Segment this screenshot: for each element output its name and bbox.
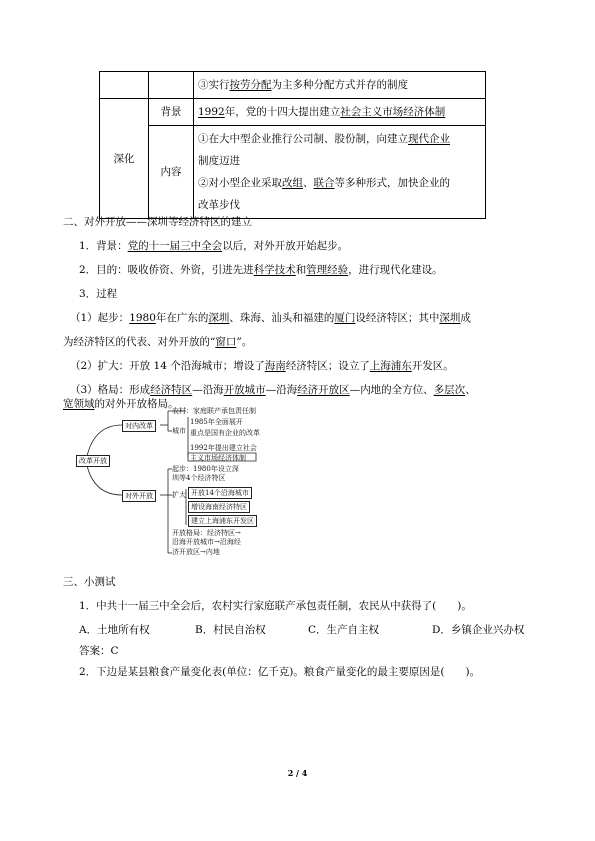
- mind-map-root: 改革开放: [76, 455, 110, 467]
- table-row: [100, 126, 486, 219]
- section-heading: 三、小测试: [63, 576, 116, 588]
- table-row: [100, 99, 486, 126]
- mind-map-item: 建立上海浦东开发区: [188, 515, 257, 527]
- mind-map-item: 济开放区→内地: [172, 548, 220, 556]
- paragraph: （3）格局：形成经济特区—沿海开放城市—沿海经济开放区—内地的全方位、多层次、: [70, 384, 476, 396]
- question: 1．中共十一届三中全会后，农村实行家庭联产承包责任制，农民从中获得了( )。: [79, 600, 472, 612]
- mind-map-branch-opening: 对外开放: [122, 490, 156, 502]
- option-c: C．生产自主权: [308, 624, 380, 636]
- paragraph: 3．过程: [79, 288, 118, 300]
- table-label-content: 内容: [149, 126, 194, 219]
- option-b: B．村民自治权: [195, 624, 266, 636]
- table-cell-background: 1992年，党的十四大提出建立社会主义市场经济体制: [194, 99, 486, 126]
- mind-map-city: 城市: [172, 427, 186, 435]
- option-a: A．土地所有权: [79, 624, 150, 636]
- mind-map-rural: 农村：家庭联产承包责任制: [172, 407, 256, 415]
- option-d: D．乡镇企业兴办权: [432, 624, 525, 636]
- page-number: 2 / 4: [287, 768, 308, 778]
- question: 2．下边是某县粮食产量变化表(单位：亿千克)。粮食产量变化的最主要原因是( )。: [79, 666, 481, 678]
- paragraph: 2．目的：吸收侨资、外资，引进先进科学技术和管理经验，进行现代化建设。: [79, 264, 443, 276]
- mind-map-branch-reform: 对内改革: [122, 420, 156, 432]
- paragraph: （1）起步：1980年在广东的深圳、珠海、汕头和福建的厦门设经济特区；其中深圳成: [70, 312, 471, 324]
- table-label-background: 背景: [149, 99, 194, 126]
- table-cell-content: ①在大中型企业推行公司制、股份制，向建立现代企业 制度迈进 ②对小型企业采取改组、联合等多种形式，加快企业的 改革步伐: [194, 126, 486, 219]
- mind-map-item: 主义市场经济体制: [190, 454, 246, 462]
- mind-map-item: 起步：1980年设立深: [172, 465, 239, 473]
- mind-map-expand: 扩大: [172, 491, 186, 499]
- mind-map-item: 沿海开放城市→沿海经: [172, 538, 241, 546]
- table-group-label: 深化: [100, 99, 149, 219]
- answer: 答案：C: [79, 645, 119, 657]
- mind-map-item: 重点是国有企业的改革: [190, 429, 260, 437]
- paragraph: 为经济特区的代表、对外开放的“窗口”。: [63, 336, 253, 348]
- paragraph: （2）扩大：开放 14 个沿海城市；增设了海南经济特区；设立了上海浦东开发区。: [70, 360, 454, 372]
- mind-map-item: 开放14个沿海城市: [188, 487, 252, 499]
- table-row: [100, 72, 486, 99]
- reform-table: [99, 71, 486, 219]
- paragraph: 宽领域的对外开放格局。: [63, 398, 179, 410]
- mind-map-item: 开放格局：经济特区→: [172, 529, 241, 537]
- table-cell-empty: [100, 72, 149, 99]
- mind-map: [76, 403, 266, 559]
- mind-map-item: 圳等4个经济特区: [172, 474, 226, 482]
- mind-map-item: 增设海南经济特区: [188, 501, 250, 513]
- section-heading: 二、对外开放——深圳等经济特区的建立: [63, 216, 252, 228]
- mind-map-item: 1992年提出建立社会: [190, 444, 257, 452]
- mind-map-item: 1985年全面展开: [190, 418, 243, 426]
- paragraph: 1．背景：党的十一届三中全会以后，对外开放开始起步。: [79, 240, 349, 252]
- table-cell-empty: [149, 72, 194, 99]
- table-cell-distribution: ③实行按劳分配为主多种分配方式并存的制度: [194, 72, 486, 99]
